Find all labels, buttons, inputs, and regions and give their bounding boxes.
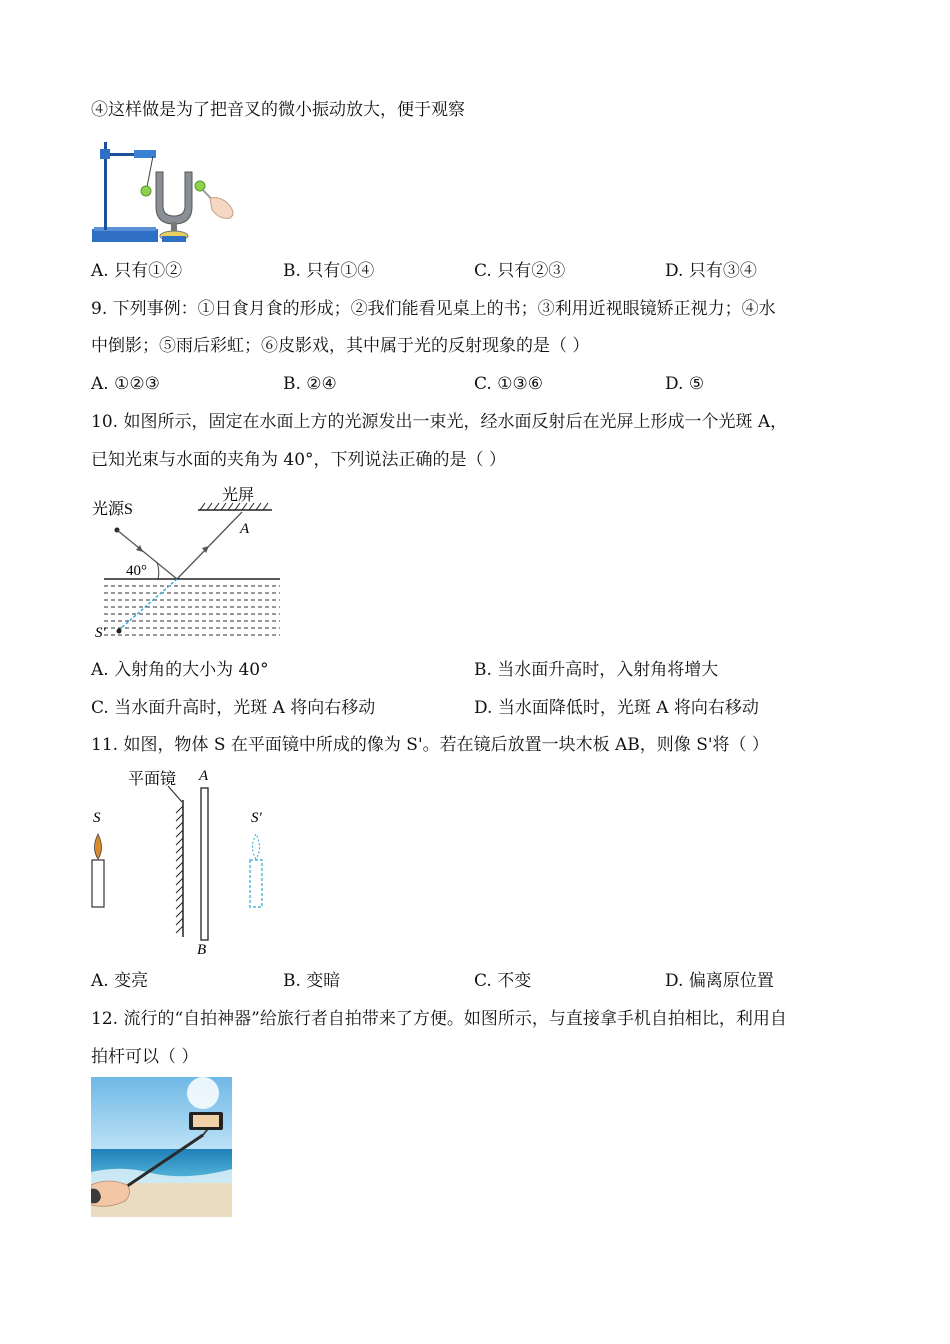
q10-option-a[interactable]: A. 入射角的大小为 40° <box>91 660 269 680</box>
selfie-stick-photo <box>91 1077 232 1217</box>
q10-option-c[interactable]: C. 当水面升高时，光斑 A 将向右移动 <box>91 698 376 718</box>
angle-label: 40° <box>126 563 147 579</box>
q8-option-a[interactable]: A. 只有①② <box>91 261 183 281</box>
candle-flame <box>95 834 102 859</box>
screen-label: 光屏 <box>222 487 255 504</box>
q11-option-d[interactable]: D. 偏离原位置 <box>665 971 774 991</box>
board-bottom-label: B <box>197 942 207 958</box>
q11-stem-line1: 11. 如图，物体 S 在平面镜中所成的像为 S'。若在镜后放置一块木板 AB，则像 S'将（ ） <box>91 735 769 755</box>
reflected-ray <box>177 512 242 579</box>
q9-option-b[interactable]: B. ②④ <box>283 374 337 394</box>
q9-option-d[interactable]: D. ⑤ <box>665 374 705 394</box>
q10-stem-line2: 已知光束与水面的夹角为 40°，下列说法正确的是（ ） <box>91 450 506 470</box>
q11-option-b[interactable]: B. 变暗 <box>283 971 341 991</box>
mirror-figure <box>88 762 288 958</box>
sun <box>187 1077 219 1109</box>
image-point <box>117 629 122 634</box>
reflection-figure <box>90 482 290 642</box>
q11-option-c[interactable]: C. 不变 <box>474 971 532 991</box>
tuning-fork-figure <box>90 132 240 250</box>
image-candle <box>250 860 262 907</box>
virtual-ray <box>119 579 177 630</box>
mallet-head <box>195 181 205 191</box>
q12-stem-line2: 拍杆可以（ ） <box>91 1047 199 1067</box>
wood-board-ab <box>201 788 208 940</box>
tuning-fork <box>156 172 192 224</box>
q8-option-b[interactable]: B. 只有①④ <box>283 261 375 281</box>
q8-option-d[interactable]: D. 只有③④ <box>665 261 757 281</box>
q9-stem-line2: 中倒影；⑤雨后彩虹；⑥皮影戏，其中属于光的反射现象的是（ ） <box>91 336 590 356</box>
q8-option-c[interactable]: C. 只有②③ <box>474 261 566 281</box>
item4-text: ④这样做是为了把音叉的微小振动放大，便于观察 <box>91 100 465 120</box>
q10-option-d[interactable]: D. 当水面降低时，光斑 A 将向右移动 <box>474 698 759 718</box>
object-label: S <box>93 810 101 826</box>
board-top-label: A <box>199 768 209 784</box>
q10-option-b[interactable]: B. 当水面升高时，入射角将增大 <box>474 660 719 680</box>
q9-option-c[interactable]: C. ①③⑥ <box>474 374 543 394</box>
source-label: 光源S <box>92 501 133 518</box>
image-label: S′ <box>95 625 106 641</box>
hand <box>210 198 233 219</box>
image-s-label: S′ <box>251 810 262 826</box>
q9-stem-line1: 9. 下列事例：①日食月食的形成；②我们能看见桌上的书；③利用近视眼镜矫正视力；④水 <box>91 299 776 319</box>
q9-option-a[interactable]: A. ①②③ <box>91 374 160 394</box>
q11-option-a[interactable]: A. 变亮 <box>91 971 149 991</box>
pendulum-ball <box>141 186 151 196</box>
q10-stem-line1: 10. 如图所示，固定在水面上方的光源发出一束光，经水面反射后在光屏上形成一个光斑 A， <box>91 412 788 432</box>
spot-label: A <box>240 521 250 537</box>
q12-stem-line1: 12. 流行的“自拍神器”给旅行者自拍带来了方便。如图所示，与直接拿手机自拍相比，利用自 <box>91 1009 787 1029</box>
candle <box>92 860 104 907</box>
mirror-label: 平面镜 <box>128 771 177 788</box>
image-flame <box>253 834 260 859</box>
